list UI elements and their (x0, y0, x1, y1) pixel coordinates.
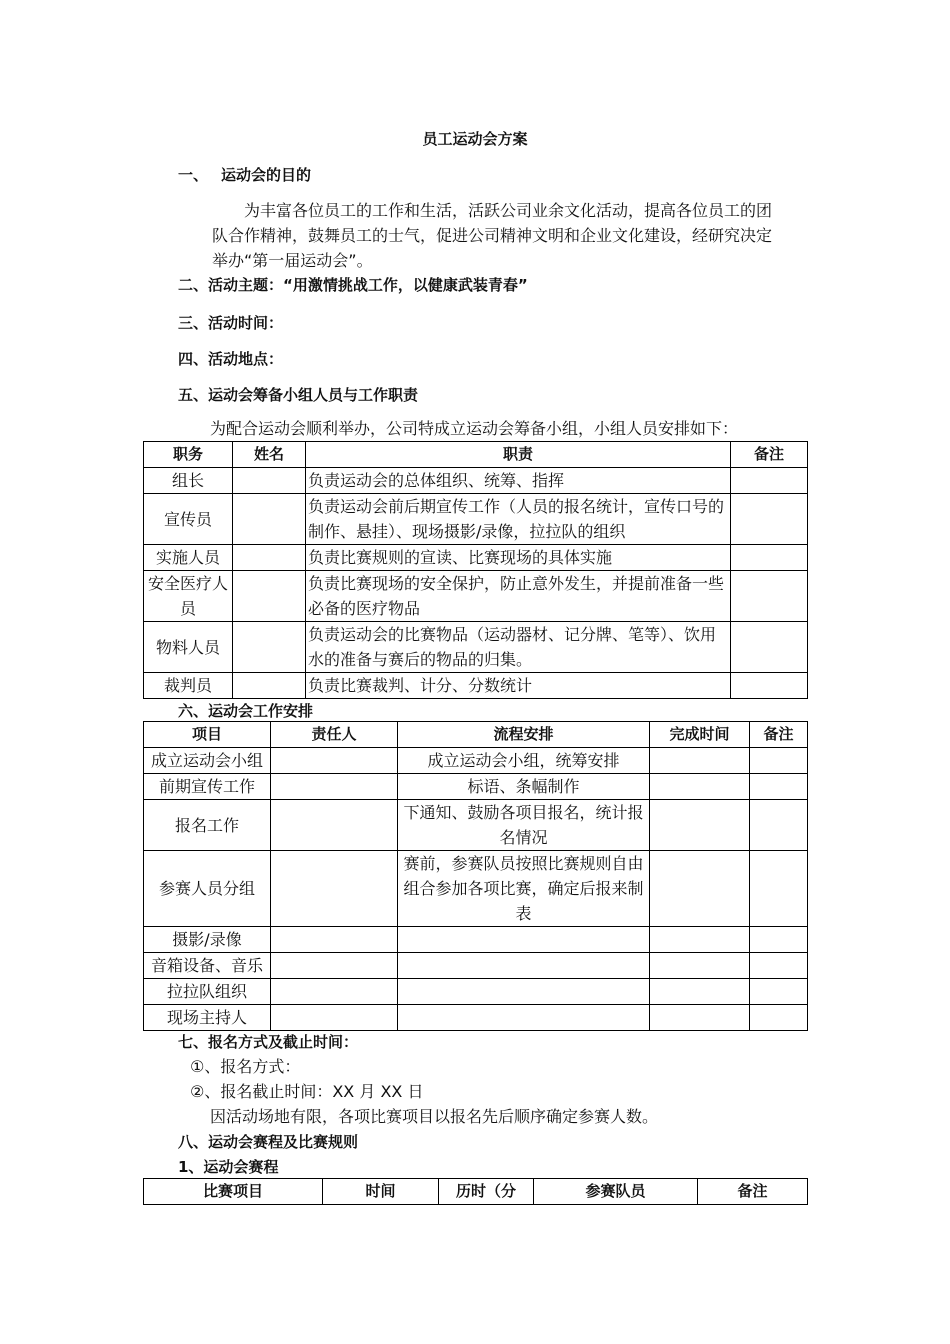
flow-cell: 成立运动会小组，统筹安排 (398, 748, 650, 774)
time-cell (650, 748, 750, 774)
col-header-duty: 职责 (306, 442, 731, 468)
table-row (144, 927, 808, 953)
section-5-intro: 为配合运动会顺利举办，公司特成立运动会筹备小组，小组人员安排如下： (210, 419, 739, 438)
col-header-name: 姓名 (233, 442, 306, 468)
note-cell (750, 953, 808, 979)
note-cell (750, 800, 808, 851)
section-2-heading: 二、活动主题：“用激情挑战工作，以健康武装青春” (178, 276, 528, 294)
time-cell (650, 774, 750, 800)
schedule-table (143, 1178, 808, 1205)
owner-cell (271, 748, 398, 774)
role-cell: 组长 (144, 468, 233, 494)
table-row (144, 571, 808, 622)
time-cell (650, 927, 750, 953)
flow-cell (398, 953, 650, 979)
note-cell (750, 927, 808, 953)
owner-cell (271, 851, 398, 927)
section-1-paragraph-line-2: 队合作精神，鼓舞员工的士气，促进公司精神文明和企业文化建设，经研究决定 (212, 226, 773, 245)
section-1-paragraph-line-1: 为丰富各位员工的工作和生活，活跃公司业余文化活动，提高各位员工的团 (244, 201, 773, 220)
flow-cell (398, 927, 650, 953)
table-row (144, 953, 808, 979)
note-cell (750, 851, 808, 927)
note-cell (731, 545, 808, 571)
name-cell (233, 622, 306, 673)
section-8-heading: 八、运动会赛程及比赛规则 (178, 1133, 359, 1151)
item-cell: 拉拉队组织 (144, 979, 271, 1005)
owner-cell (271, 1005, 398, 1031)
section-8-sub-1: 1、运动会赛程 (178, 1158, 279, 1176)
duty-cell: 负责比赛现场的安全保护，防止意外发生，并提前准备一些必备的医疗物品 (306, 571, 731, 622)
section-3-heading: 三、活动时间： (178, 314, 284, 332)
section-7-heading: 七、报名方式及截止时间： (178, 1033, 359, 1051)
flow-cell: 标语、条幅制作 (398, 774, 650, 800)
section-5-heading: 五、运动会筹备小组人员与工作职责 (178, 386, 419, 404)
role-cell: 安全医疗人员 (144, 571, 233, 622)
table-row (144, 979, 808, 1005)
item-cell: 参赛人员分组 (144, 851, 271, 927)
signup-note: 因活动场地有限，各项比赛项目以报名先后顺序确定参赛人数。 (210, 1107, 659, 1126)
owner-cell (271, 927, 398, 953)
note-cell (750, 1005, 808, 1031)
staff-duty-table (143, 441, 808, 699)
note-cell (731, 571, 808, 622)
item-cell: 现场主持人 (144, 1005, 271, 1031)
name-cell (233, 468, 306, 494)
time-cell (650, 800, 750, 851)
table-row (144, 622, 808, 673)
note-cell (731, 622, 808, 673)
table-row (144, 851, 808, 927)
signup-method: ①、报名方式： (190, 1057, 301, 1076)
section-4-heading: 四、活动地点： (178, 350, 284, 368)
item-cell: 成立运动会小组 (144, 748, 271, 774)
table-row (144, 545, 808, 571)
item-cell: 摄影/录像 (144, 927, 271, 953)
item-cell: 前期宣传工作 (144, 774, 271, 800)
table-row (144, 774, 808, 800)
table-row (144, 800, 808, 851)
time-cell (650, 979, 750, 1005)
col-header-players: 参赛队员 (534, 1179, 698, 1205)
time-cell (650, 1005, 750, 1031)
note-cell (731, 468, 808, 494)
section-1-paragraph-line-3: 举办“第一届运动会”。 (212, 251, 373, 270)
signup-deadline: ②、报名截止时间：XX 月 XX 日 (190, 1082, 424, 1101)
owner-cell (271, 800, 398, 851)
time-cell (650, 851, 750, 927)
table-row (144, 748, 808, 774)
col-header-item: 项目 (144, 722, 271, 748)
time-cell (650, 953, 750, 979)
page-title: 员工运动会方案 (422, 130, 528, 148)
section-1-number: 一、 (178, 166, 209, 184)
owner-cell (271, 979, 398, 1005)
col-header-time: 时间 (323, 1179, 439, 1205)
owner-cell (271, 774, 398, 800)
note-cell (731, 673, 808, 699)
flow-cell (398, 979, 650, 1005)
table-row (144, 494, 808, 545)
name-cell (233, 545, 306, 571)
note-cell (731, 494, 808, 545)
col-header-flow: 流程安排 (398, 722, 650, 748)
flow-cell: 下通知、鼓励各项目报名，统计报名情况 (398, 800, 650, 851)
col-header-note: 备注 (731, 442, 808, 468)
duty-cell: 负责运动会的总体组织、统筹、指挥 (306, 468, 731, 494)
col-header-time: 完成时间 (650, 722, 750, 748)
item-cell: 报名工作 (144, 800, 271, 851)
work-schedule-table (143, 721, 808, 1031)
col-header-note: 备注 (750, 722, 808, 748)
duty-cell: 负责运动会前后期宣传工作（人员的报名统计，宣传口号的制作、悬挂）、现场摄影/录像，拉拉队的组织 (306, 494, 731, 545)
duty-cell: 负责比赛裁判、计分、分数统计 (306, 673, 731, 699)
owner-cell (271, 953, 398, 979)
flow-cell (398, 1005, 650, 1031)
section-6-heading: 六、运动会工作安排 (178, 702, 314, 720)
role-cell: 裁判员 (144, 673, 233, 699)
section-1-title: 运动会的目的 (221, 166, 312, 184)
col-header-note: 备注 (698, 1179, 808, 1205)
item-cell: 音箱设备、音乐 (144, 953, 271, 979)
duty-cell: 负责运动会的比赛物品（运动器材、记分牌、笔等）、饮用水的准备与赛后的物品的归集。 (306, 622, 731, 673)
table-row (144, 673, 808, 699)
role-cell: 实施人员 (144, 545, 233, 571)
duty-cell: 负责比赛规则的宣读、比赛现场的具体实施 (306, 545, 731, 571)
name-cell (233, 673, 306, 699)
col-header-owner: 责任人 (271, 722, 398, 748)
note-cell (750, 979, 808, 1005)
col-header-role: 职务 (144, 442, 233, 468)
table-row (144, 468, 808, 494)
name-cell (233, 494, 306, 545)
role-cell: 物料人员 (144, 622, 233, 673)
role-cell: 宣传员 (144, 494, 233, 545)
note-cell (750, 748, 808, 774)
table-row (144, 1005, 808, 1031)
note-cell (750, 774, 808, 800)
col-header-event: 比赛项目 (144, 1179, 323, 1205)
flow-cell: 赛前，参赛队员按照比赛规则自由组合参加各项比赛，确定后报来制表 (398, 851, 650, 927)
col-header-duration: 历时（分 (439, 1179, 534, 1205)
name-cell (233, 571, 306, 622)
